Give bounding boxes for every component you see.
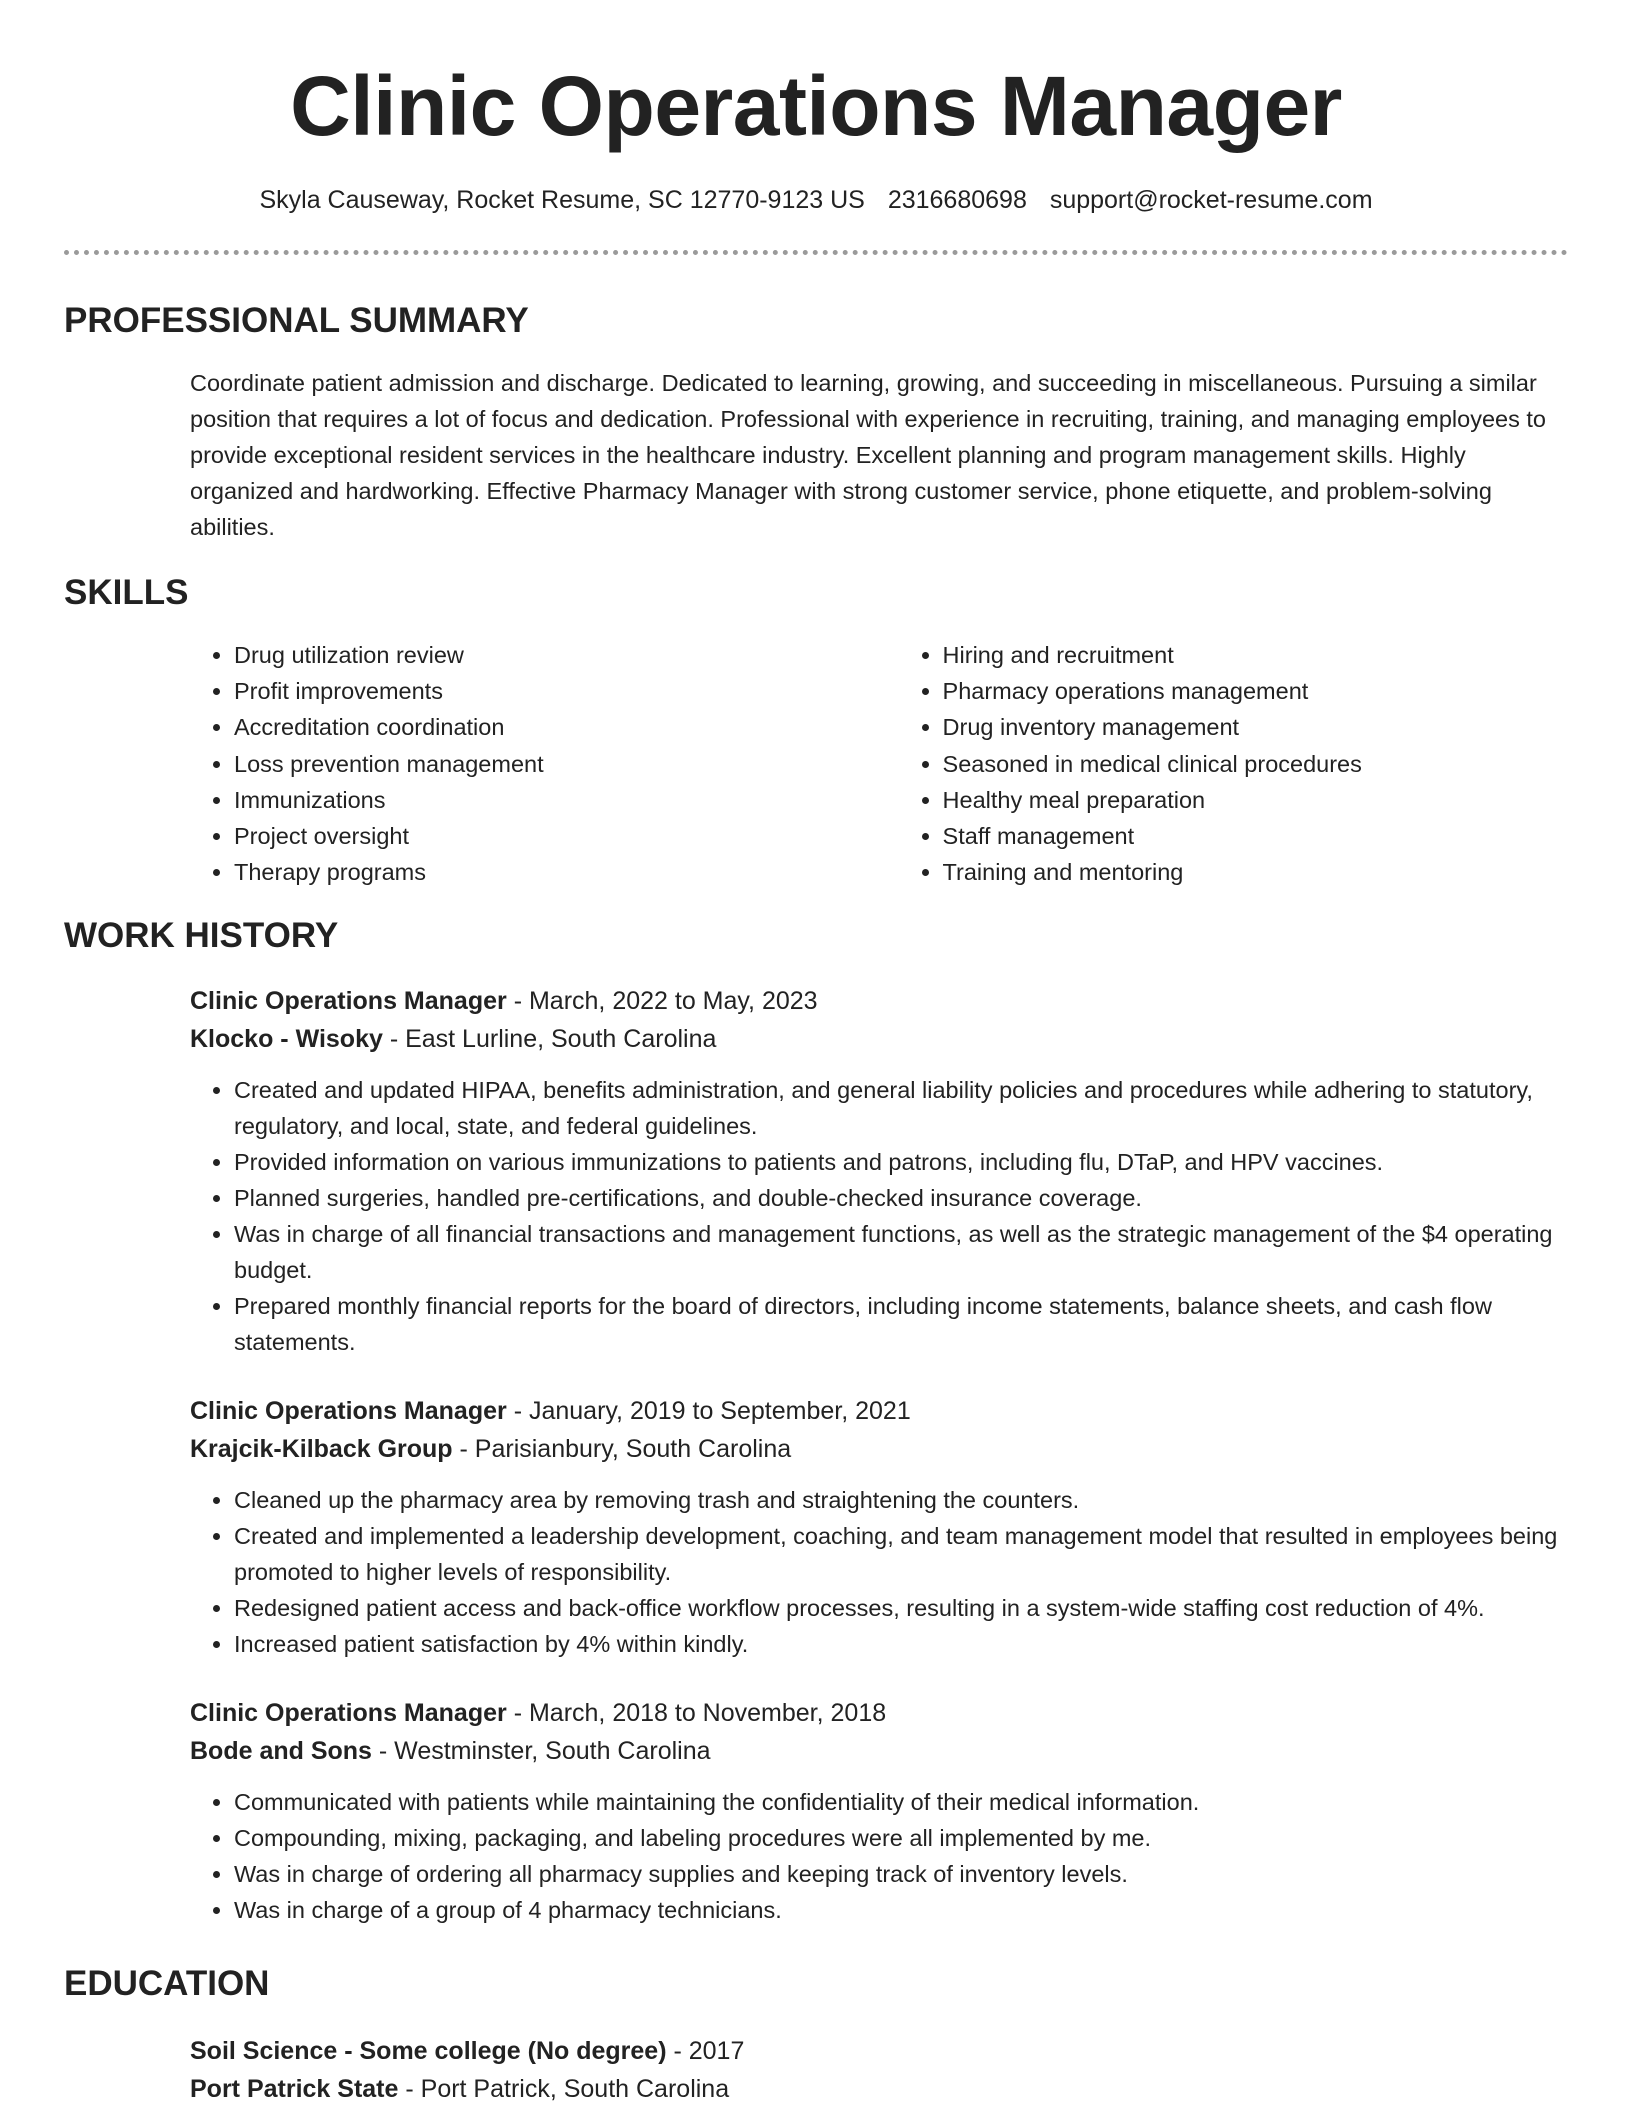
skill-item: • Loss prevention management [234, 746, 899, 782]
job-bullets [190, 1784, 1568, 1928]
job-bullet: • Compounding, mixing, packaging, and labeling procedures were all implemented by me. [234, 1820, 1568, 1856]
education-degree: Soil Science - Some college (No degree) [190, 2037, 667, 2066]
job-bullet: • Communicated with patients while maintaining the confidentiality of their medical information. [234, 1784, 1568, 1820]
job-bullet: • Created and updated HIPAA, benefits administration, and general liability policies and procedures while adhering to statutory, regulatory, and local, state, and federal guidelines. [234, 1072, 1568, 1144]
education-location: - Port Patrick, South Carolina [398, 2075, 730, 2104]
job-dates: - March, 2022 to May, 2023 [506, 987, 818, 1016]
work-history-heading: WORK HISTORY [64, 916, 339, 956]
skill-item: • Drug inventory management [943, 709, 1568, 745]
skill-item: • Staff management [943, 818, 1568, 854]
skill-item: • Immunizations [234, 782, 899, 818]
skill-item: • Healthy meal preparation [943, 782, 1568, 818]
skills-columns [190, 637, 1568, 890]
education-school-line [190, 2070, 1568, 2108]
skill-item: • Seasoned in medical clinical procedures [943, 746, 1568, 782]
job-title-line [190, 1392, 1568, 1430]
contact-email: support@rocket-resume.com [1049, 186, 1373, 214]
summary-section [64, 299, 1568, 545]
skills-list-right [899, 637, 1568, 890]
skill-item: • Profit improvements [234, 673, 899, 709]
job-role: Clinic Operations Manager [190, 1397, 507, 1426]
education-year: - 2017 [666, 2037, 745, 2066]
summary-heading: PROFESSIONAL SUMMARY [64, 301, 529, 340]
job-entry [190, 982, 1568, 1360]
job-role: Clinic Operations Manager [190, 1699, 507, 1728]
job-company: Klocko - Wisoky [190, 1025, 383, 1054]
job-bullet: • Redesigned patient access and back-office workflow processes, resulting in a system-wide staffing cost reduction of 4%. [234, 1590, 1568, 1626]
job-bullets [190, 1482, 1568, 1662]
skills-list-left [190, 637, 899, 890]
skills-heading: SKILLS [64, 573, 189, 612]
education-school: Port Patrick State [190, 2075, 399, 2104]
job-bullet: • Increased patient satisfaction by 4% within kindly. [234, 1626, 1568, 1662]
job-company: Krajcik-Kilback Group [190, 1435, 453, 1464]
skill-item: • Project oversight [234, 818, 899, 854]
summary-text: Coordinate patient admission and discharge. Dedicated to learning, growing, and succeeding in miscellaneous. Pursuing a similar position that requires a lot of focus and dedication. Professional with experience in recruiting, training, and managing employees to provide exceptional resident services in the healthcare industry. Excellent planning and program management skills. Highly organized and hardworking. Effective Pharmacy Manager with strong customer service, phone etiquette, and problem-solving abilities. [190, 370, 1546, 540]
education-heading: EDUCATION [64, 1964, 270, 2004]
job-location: - Parisianbury, South Carolina [452, 1435, 792, 1464]
skill-item: • Pharmacy operations management [943, 673, 1568, 709]
job-entry [190, 1392, 1568, 1662]
contact-address: Skyla Causeway, Rocket Resume, SC 12770-9123 US [259, 186, 865, 214]
job-company-line [190, 1020, 1568, 1058]
job-bullets [190, 1072, 1568, 1360]
job-bullet: • Planned surgeries, handled pre-certifications, and double-checked insurance coverage. [234, 1180, 1568, 1216]
skills-section [64, 571, 1568, 890]
job-bullet: • Cleaned up the pharmacy area by removing trash and straightening the counters. [234, 1482, 1568, 1518]
education-entry [190, 2032, 1568, 2108]
job-company-line [190, 1732, 1568, 1770]
contact-line [64, 184, 1568, 216]
job-entry [190, 1694, 1568, 1928]
job-company-line [190, 1430, 1568, 1468]
job-title-line [190, 982, 1568, 1020]
job-dates: - January, 2019 to September, 2021 [506, 1397, 911, 1426]
skill-item: • Training and mentoring [943, 854, 1568, 890]
header-divider [64, 250, 1568, 255]
skill-item: • Drug utilization review [234, 637, 899, 673]
work-history-section [64, 914, 1568, 1928]
job-company: Bode and Sons [190, 1737, 372, 1766]
skill-item: • Therapy programs [234, 854, 899, 890]
job-bullet: • Was in charge of ordering all pharmacy supplies and keeping track of inventory levels. [234, 1856, 1568, 1892]
skill-item: • Accreditation coordination [234, 709, 899, 745]
job-dates: - March, 2018 to November, 2018 [506, 1699, 887, 1728]
education-section [64, 1962, 1568, 2108]
job-location: - East Lurline, South Carolina [382, 1025, 717, 1054]
resume-title: Clinic Operations Manager [290, 59, 1342, 153]
job-bullet: • Was in charge of all financial transactions and management functions, as well as the strategic management of the $4 operating budget. [234, 1216, 1568, 1288]
job-title-line [190, 1694, 1568, 1732]
job-role: Clinic Operations Manager [190, 987, 507, 1016]
job-bullet: • Was in charge of a group of 4 pharmacy technicians. [234, 1892, 1568, 1928]
contact-phone: 2316680698 [887, 186, 1027, 214]
job-bullet: • Prepared monthly financial reports for the board of directors, including income statements, balance sheets, and cash flow statements. [234, 1288, 1568, 1360]
job-location: - Westminster, South Carolina [371, 1737, 711, 1766]
job-bullet: • Created and implemented a leadership development, coaching, and team management model that resulted in employees being promoted to higher levels of responsibility. [234, 1518, 1568, 1590]
skill-item: • Hiring and recruitment [943, 637, 1568, 673]
education-degree-line [190, 2032, 1568, 2070]
job-bullet: • Provided information on various immunizations to patients and patrons, including flu, DTaP, and HPV vaccines. [234, 1144, 1568, 1180]
